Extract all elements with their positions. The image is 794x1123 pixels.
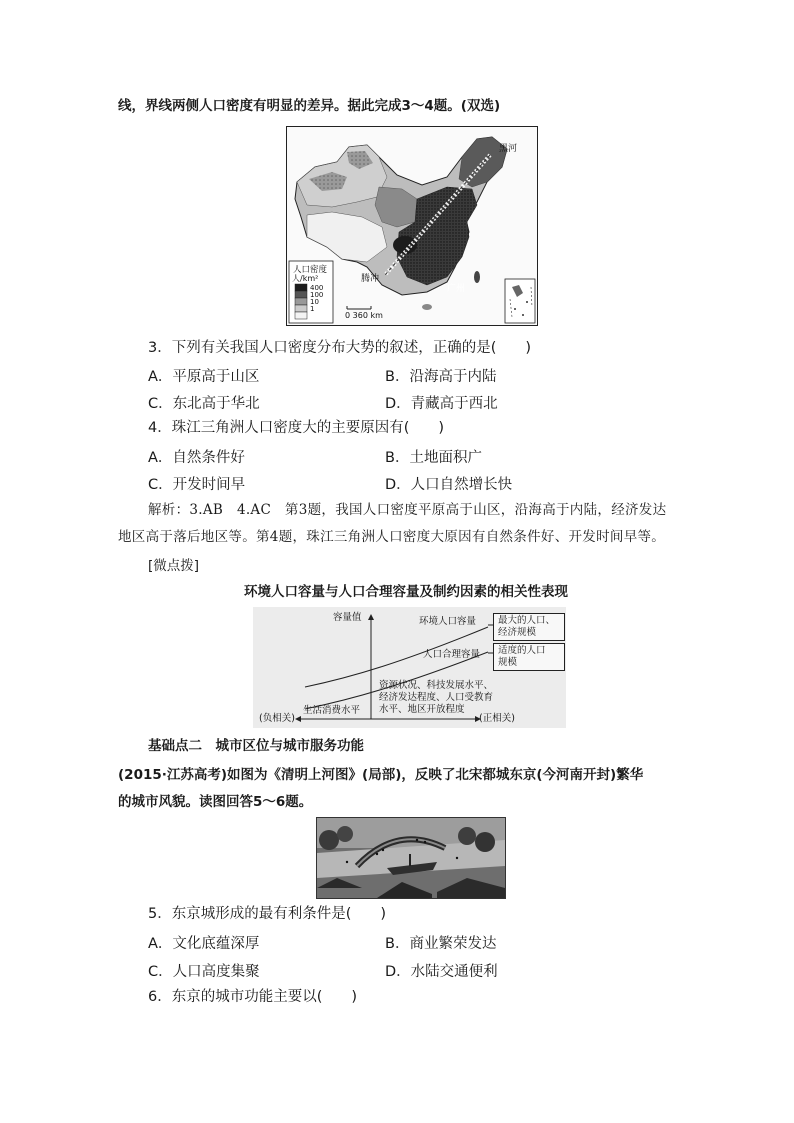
diagram-factors-line: 资源状况、科技发展水平、: [379, 680, 494, 691]
map-legend-value: 10: [310, 298, 319, 306]
diagram-factors-line: 水平、地区开放程度: [379, 704, 465, 715]
map-legend-value: 400: [310, 284, 324, 292]
q3-stem: 3．下列有关我国人口密度分布大势的叙述，正确的是( ): [148, 340, 532, 356]
q5-option-a: A．文化底蕴深厚: [148, 936, 260, 952]
q4-stem: 4．珠江三角洲人口密度大的主要原因有( ): [148, 420, 445, 436]
map-label-tengchong: 腾冲: [361, 274, 380, 284]
q4-option-d: D．人口自然增长快: [385, 477, 513, 493]
diagram-env-box: [493, 613, 565, 641]
explanation-line-2: 地区高于落后地区等。第4题，珠江三角洲人口密度大原因有自然条件好、开发时间早等。: [118, 529, 666, 545]
q3-option-d: D．青藏高于西北: [385, 396, 498, 412]
explanation-line-1: 解析：3.AB 4.AC 第3题，我国人口密度平原高于山区，沿海高于内陆，经济发达: [148, 502, 667, 518]
diagram-y-label: 容量值: [333, 612, 362, 623]
diagram-reasonable-box: [493, 643, 565, 671]
diagram-reasonable-box-line: 规模: [498, 657, 518, 668]
map-legend-value: 1: [310, 305, 315, 313]
china-map-graphic: [287, 127, 537, 325]
population-density-map: [286, 126, 538, 326]
q6-stem: 6．东京的城市功能主要以( ): [148, 989, 358, 1005]
map-legend-unit: 人/km²: [292, 274, 319, 283]
section-heading: 基础点二 城市区位与城市服务功能: [148, 738, 364, 754]
q5-option-c: C．人口高度集聚: [148, 964, 260, 980]
q3-option-c: C．东北高于华北: [148, 396, 260, 412]
map-scale: 0 360 km: [345, 311, 383, 320]
passage-line-1: (2015·江苏高考)如图为《清明上河图》(局部)，反映了北宋都城东京(今河南开封)繁华: [118, 767, 644, 783]
q5-option-b: B．商业繁荣发达: [385, 936, 497, 952]
diagram-positive-label: (正相关): [479, 713, 515, 724]
q4-option-b: B．土地面积广: [385, 450, 482, 466]
diagram-env-box-line: 经济规模: [498, 627, 537, 638]
diagram-reasonable-box-line: 适度的人口: [498, 645, 546, 656]
qingming-painting: [316, 817, 506, 899]
map-label-guangzhou: 广州: [447, 284, 466, 294]
diagram-env-box-line: 最大的人口、: [498, 615, 556, 626]
diagram-negative-label: (负相关): [259, 713, 295, 724]
q4-option-c: C．开发时间早: [148, 477, 246, 493]
q4-option-a: A．自然条件好: [148, 450, 245, 466]
q3-option-b: B．沿海高于内陆: [385, 369, 497, 385]
diagram-living-level-label: 生活消费水平: [303, 705, 361, 716]
painting-graphic: [317, 818, 505, 898]
q5-stem: 5．东京城形成的最有利条件是( ): [148, 906, 387, 922]
map-label-heihe: 黑河: [499, 144, 518, 154]
tip-label: [微点拨]: [148, 558, 200, 574]
passage-line-2: 的城市风貌。读图回答5～6题。: [118, 794, 313, 810]
diagram-reasonable-capacity-label: 人口合理容量: [423, 649, 481, 660]
diagram-title: 环境人口容量与人口合理容量及制约因素的相关性表现: [244, 584, 568, 600]
q3-option-a: A．平原高于山区: [148, 369, 260, 385]
intro-line: 线，界线两侧人口密度有明显的差异。据此完成3～4题。(双选): [118, 98, 501, 114]
q5-option-d: D．水陆交通便利: [385, 964, 498, 980]
diagram-env-capacity-label: 环境人口容量: [419, 616, 477, 627]
capacity-correlation-diagram: [253, 607, 566, 728]
diagram-factors-line: 经济发达程度、人口受教育: [379, 692, 494, 703]
map-legend-value: 100: [310, 291, 324, 299]
map-legend-title: 人口密度: [293, 265, 328, 275]
